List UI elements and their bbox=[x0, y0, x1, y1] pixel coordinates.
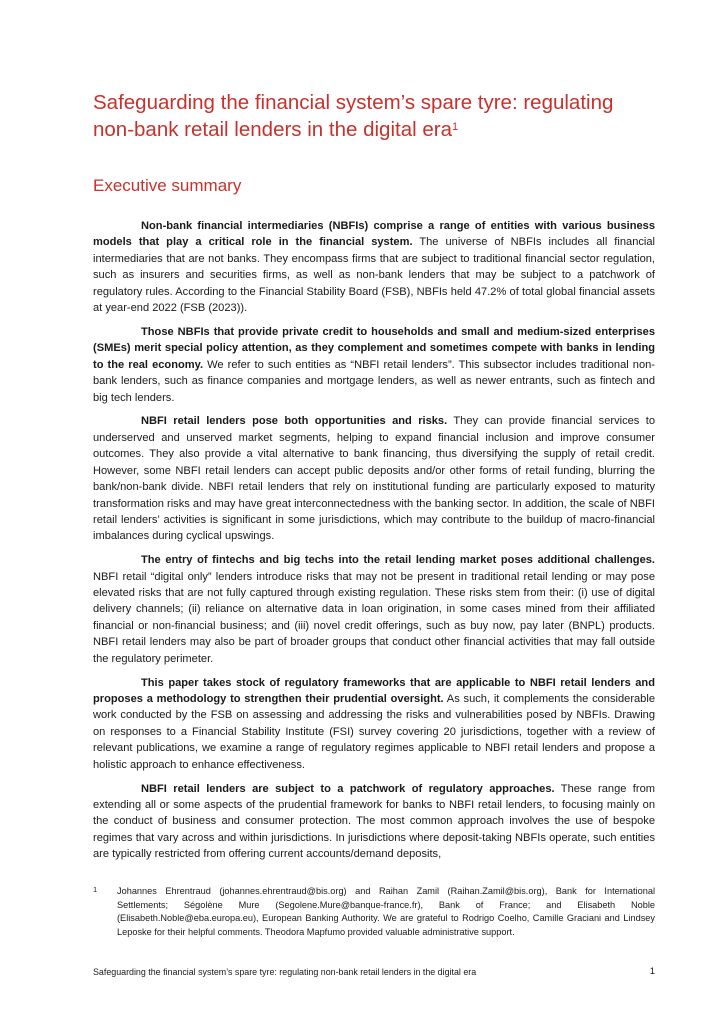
paragraph-text: The universe of NBFIs includes all financial intermediaries that are not banks. They encompass firms that are subject to traditional financial sector regulation, such as insurers and securities firms, as well as non-bank lenders that may be subject to a patchwork of regulatory rules. According to the Financial Stability Board (FSB), NBFIs held 47.2% of total global financial assets at year-end 2022 (FSB (2023)). bbox=[93, 236, 656, 315]
paragraph-lead: The entry of fintechs and big techs into the retail lending market poses additional challenges. bbox=[141, 554, 655, 567]
paragraph-text: As such, it complements the considerable work conducted by the FSB on assessing and addressing the risks and vulnerabilities posed by NBFIs. Drawing on responses to a Financial Stability Institute (FSI) survey covering 20 jurisdictions, together with a review of relevant publications, we examine a range of regulatory regimes applicable to NBFI retail lenders and propose a holistic approach to enhance effectiveness. bbox=[93, 692, 655, 771]
paragraph bbox=[93, 781, 655, 863]
paragraph-lead: This paper takes stock of regulatory frameworks that are applicable to NBFI retail lenders and proposes a methodology to strengthen their prudential oversight. bbox=[93, 676, 655, 705]
title-text: Safeguarding the financial system’s spare tyre: regulating non-bank retail lenders in the digital era bbox=[93, 91, 614, 141]
running-footer-title: Safeguarding the financial system’s spare tyre: regulating non-bank retail lenders in the digital era bbox=[93, 967, 477, 977]
body-text bbox=[93, 218, 655, 870]
paragraph-text: They can provide financial services to underserved and unserved market segments, helping to expand financial inclusion and improve consumer outcomes. They also provide a vital alternative to bank financing, thus diversifying the supply of retail credit. However, some NBFI retail lenders can accept public deposits and/or other forms of retail funding, blurring the bank/non-bank divide. NBFI retail lenders that rely on institutional funding are particularly exposed to maturity transformation risks and may have great interconnectedness with the banking sector. In addition, the scale of NBFI retail lenders’ activities is significant in some jurisdictions, which may contribute to the buildup of macro-financial imbalances during cyclical upswings. bbox=[93, 415, 656, 543]
paragraph-lead: NBFI retail lenders are subject to a patchwork of regulatory approaches. bbox=[141, 782, 555, 795]
footnote-text: Johannes Ehrentraud (johannes.ehrentraud@bis.org) and Raihan Zamil (Raihan.Zamil@bis.org), Bank for International Settlements; Ségolène Mure (Segolene.Mure@banque-france.fr), Bank of France; and Elisabeth Noble (Elisabeth.Noble@eba.europa.eu), European Banking Authority. We are grateful to Rodrigo Coelho, Camille Graciani and Lindsey Leposke for their helpful comments. Theodora Mapfumo provided valuable administrative support. bbox=[117, 886, 655, 937]
paragraph-text: These range from extending all or some aspects of the prudential framework for banks to NBFI retail lenders, to focusing mainly on the conduct of business and consumer protection. The most common approach involves the use of bespoke regimes that vary across and within jurisdictions. In jurisdictions where deposit-taking NBFIs operate, such entities are typically restricted from offering current accounts/demand deposits, bbox=[93, 782, 655, 861]
footnote bbox=[93, 885, 655, 939]
paragraph-lead: NBFI retail lenders pose both opportunities and risks. bbox=[141, 415, 448, 428]
section-heading: Executive summary bbox=[93, 176, 242, 195]
paragraph-text: NBFI retail “digital only” lenders introduce risks that may not be present in traditional retail lending or may pose elevated risks that are not fully captured through existing regulation. These risks stem from their: (i) use of digital delivery channels; (ii) reliance on alternative data in loan origination, in some cases mined from their affiliated financial or non-financial business; and (iii) novel credit offerings, such as buy now, pay later (BNPL) products. NBFI retail lenders may also be part of broader groups that conduct other financial activities that may fall outside the regulatory perimeter. bbox=[93, 570, 655, 665]
paragraph-lead: Those NBFIs that provide private credit to households and small and medium-sized enterprises (SMEs) merit special policy attention, as they complement and sometimes compete with banks in lending to the real economy. bbox=[93, 325, 655, 371]
paragraph bbox=[93, 413, 655, 544]
paragraph bbox=[93, 552, 655, 667]
paragraph bbox=[93, 218, 655, 316]
page-title bbox=[93, 89, 653, 143]
footnote-reference[interactable]: 1 bbox=[451, 121, 459, 133]
paragraph-lead: Non-bank financial intermediaries (NBFIs) comprise a range of entities with various business models that play a critical role in the financial system. bbox=[93, 220, 655, 249]
footnote-number: 1 bbox=[93, 885, 98, 894]
paragraph bbox=[93, 324, 655, 406]
paragraph bbox=[93, 675, 655, 773]
page-number: 1 bbox=[649, 966, 655, 977]
paragraph-text: We refer to such entities as “NBFI retail lenders”. This subsector includes traditional non-bank lenders, such as finance companies and mortgage lenders, as well as newer entrants, such as fintech and big tech lenders. bbox=[93, 358, 655, 404]
